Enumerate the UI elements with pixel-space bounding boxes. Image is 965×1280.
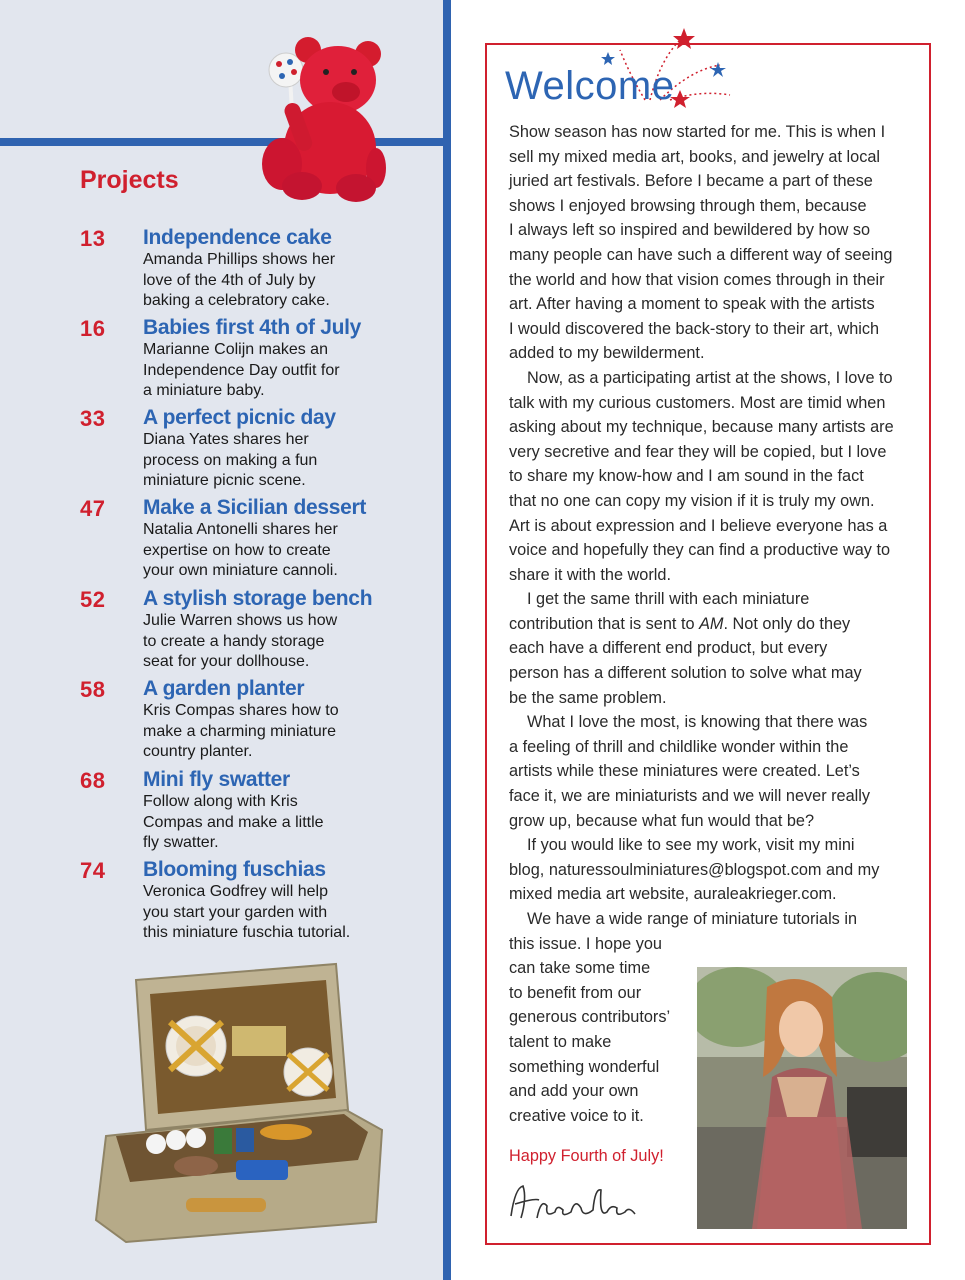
project-description: Diana Yates shares her process on making a fun miniature picnic scene. <box>143 431 318 489</box>
letter-line: talent to make <box>509 1032 612 1051</box>
welcome-heading: Welcome <box>505 64 675 108</box>
project-title[interactable]: A perfect picnic day <box>143 406 336 429</box>
letter-line: a feeling of thrill and childlike wonder within the <box>509 737 849 756</box>
page-number: 58 <box>80 677 106 702</box>
portrait-photo <box>697 967 907 1229</box>
letter-line: Now, as a participating artist at the shows, I love to <box>527 368 893 387</box>
page-number: 74 <box>80 858 106 883</box>
letter-line: Show season has now started for me. This is when I <box>509 123 886 141</box>
project-description: Follow along with Kris Compas and make a little fly swatter. <box>143 793 324 851</box>
letter-line: creative voice to it. <box>509 1106 644 1125</box>
page-number: 33 <box>80 406 106 431</box>
letter-line: What I love the most, is knowing that there was <box>527 713 868 732</box>
project-title[interactable]: Babies first 4th of July <box>143 316 362 339</box>
letter-line: and add your own <box>509 1082 639 1101</box>
letter-line: talk with my curious customers. Most are timid when <box>509 393 886 412</box>
letter-line: juried art festivals. Before I became a part of these <box>509 172 873 191</box>
letter-line: mixed media art website, auraleakrieger.com. <box>509 885 837 904</box>
project-description: Julie Warren shows us how to create a handy storage seat for your dollhouse. <box>143 612 338 670</box>
closing-line: Happy Fourth of July! <box>509 1147 664 1166</box>
project-title[interactable]: Independence cake <box>143 226 332 249</box>
project-title[interactable]: A stylish storage bench <box>143 587 373 610</box>
projects-heading: Projects <box>80 166 179 194</box>
letter-line: art. After having a moment to speak with the artists <box>509 295 875 314</box>
letter-line: can take some time <box>509 959 651 978</box>
letter-line: I always left so inspired and bewildered by how so <box>509 221 871 240</box>
page-number: 52 <box>80 587 106 612</box>
letter-line: very secretive and fear they will be copied, but I love <box>509 442 887 461</box>
vertical-divider <box>443 0 451 1280</box>
letter-line: artists while these miniatures were created. Let’s <box>509 762 860 781</box>
letter-line: I get the same thrill with each miniature <box>527 590 810 609</box>
letter-line: the world and how that vision comes through in their <box>509 270 885 289</box>
letter-line: generous contributors’ <box>509 1008 671 1027</box>
project-description: Marianne Colijn makes an Independence Day outfit for a miniature baby. <box>143 341 340 399</box>
letter-line: voice and hopefully they can find a productive way to <box>509 541 891 560</box>
letter-line: that no one can copy my vision if it is truly my own. <box>509 491 875 510</box>
letter-line: grow up, because what fun would that be? <box>509 811 815 830</box>
letter-line: share it with the world. <box>509 565 671 584</box>
page-number: 13 <box>80 226 106 251</box>
letter-line: shows I enjoyed browsing through them, because <box>509 196 867 215</box>
project-title[interactable]: Blooming fuschias <box>143 858 326 881</box>
letter-line: blog, naturessoulminiatures@blogspot.com and my <box>509 860 880 879</box>
page-number: 16 <box>80 316 106 341</box>
picnic-basket-illustration <box>86 960 406 1250</box>
letter-line: be the same problem. <box>509 688 667 707</box>
letter-line: something wonderful <box>509 1057 660 1076</box>
letter-line: We have a wide range of miniature tutorials in <box>527 910 858 928</box>
letter-line: to benefit from our <box>509 983 642 1002</box>
letter-line: many people can have such a different way of seeing <box>509 245 893 264</box>
letter-line: to share my know-how and I am sound in the fact <box>509 467 864 486</box>
project-description: Kris Compas shares how to make a charming miniature country planter. <box>143 702 339 760</box>
letter-line: asking about my technique, because many artists are <box>509 418 894 437</box>
letter-line: added to my bewilderment. <box>509 344 705 363</box>
letter-line: Art is about expression and I believe everyone has a <box>509 516 888 535</box>
teddy-bear-illustration <box>246 36 386 202</box>
letter-line: face it, we are miniaturists and we will never really <box>509 787 871 806</box>
project-title[interactable]: A garden planter <box>143 677 305 700</box>
letter-line: sell my mixed media art, books, and jewelry at local <box>509 147 881 166</box>
project-description: Amanda Phillips shows her love of the 4th of July by baking a celebratory cake. <box>143 251 336 309</box>
letter-line: person has a different solution to solve what may <box>509 664 862 683</box>
letter-line: If you would like to see my work, visit my mini <box>527 836 855 855</box>
signature-mark <box>505 1178 645 1228</box>
project-description: Veronica Godfrey will help you start your garden with this miniature fuschia tutorial. <box>143 883 351 941</box>
letter-line: contribution that is sent to AM. Not only do they <box>509 614 851 633</box>
page-number: 68 <box>80 768 106 793</box>
letter-line: each have a different end product, but every <box>509 639 828 658</box>
page-number: 47 <box>80 496 106 521</box>
project-description: Natalia Antonelli shares her expertise on how to create your own miniature cannoli. <box>143 521 338 579</box>
letter-line: I would discovered the back-story to their art, which <box>509 319 880 338</box>
project-title[interactable]: Mini fly swatter <box>143 768 290 791</box>
letter-line: this issue. I hope you <box>509 934 662 953</box>
project-title[interactable]: Make a Sicilian dessert <box>143 496 367 519</box>
